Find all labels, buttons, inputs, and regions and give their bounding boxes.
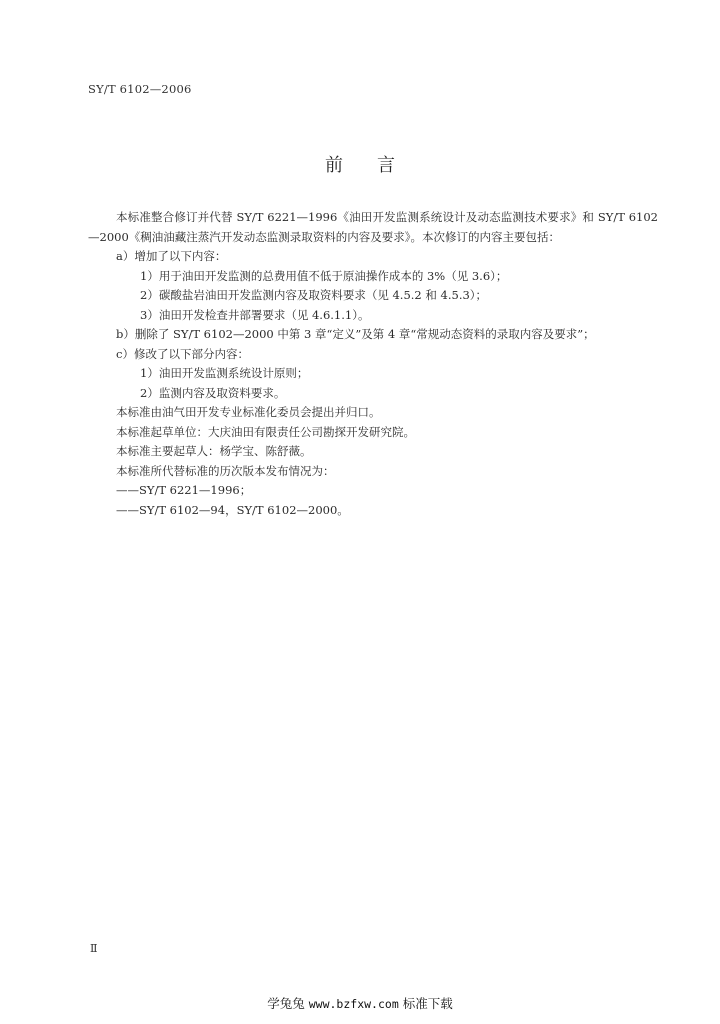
footer-url[interactable]: www.bzfxw.com [308,997,399,1011]
list-item-c-2: 2）监测内容及取资料要求。 [140,385,286,400]
list-item-b: b）删除了 SY/T 6102—2000 中第 3 章“定义”及第 4 章“常规动态资料的录取内容及要求”； [116,327,595,341]
drafting-unit-line: 本标准起草单位：大庆油田有限责任公司勘探开发研究院。 [116,424,415,439]
history-intro-line: 本标准所代替标准的历次版本发布情况为： [116,463,335,478]
history-item-2: ——SY/T 6102—94，SY/T 6102—2000。 [116,502,349,517]
proposer-line: 本标准由油气田开发专业标准化委员会提出并归口。 [116,405,381,419]
page-title: 前言 [325,155,429,176]
intro-paragraph: 本标准整合修订并代替 SY/T 6221—1996《油田开发监测系统设计及动态监测技术要求》和 SY/T 6102—2000《稠油油藏注蒸汽开发动态监测录取资料的内容及要求》。本次修订的内容主要包括： [88,210,658,244]
standard-code-header: SY/T 6102—2006 [88,82,192,96]
footer-site-name: 学兔兔 [267,996,305,1011]
list-item-a-3: 3）油田开发检查井部署要求（见 4.6.1.1）。 [140,307,370,322]
drafters-line: 本标准主要起草人：杨学宝、陈舒薇。 [116,444,312,458]
history-item-1: ——SY/T 6221—1996； [116,483,252,497]
footer-watermark [0,994,720,1012]
footer-tagline: 标准下载 [402,996,453,1011]
list-item-c-1: 1）油田开发监测系统设计原则； [140,366,309,380]
list-item-c: c）修改了以下部分内容： [116,346,249,361]
list-item-a-2: 2）碳酸盐岩油田开发监测内容及取资料要求（见 4.5.2 和 4.5.3）； [140,288,488,302]
page-number: Ⅱ [90,942,98,955]
foreword-body [88,208,658,520]
list-item-a-1: 1）用于油田开发监测的总费用值不低于原油操作成本的 3%（见 3.6）； [140,268,508,283]
list-item-a: a）增加了以下内容： [116,249,227,263]
